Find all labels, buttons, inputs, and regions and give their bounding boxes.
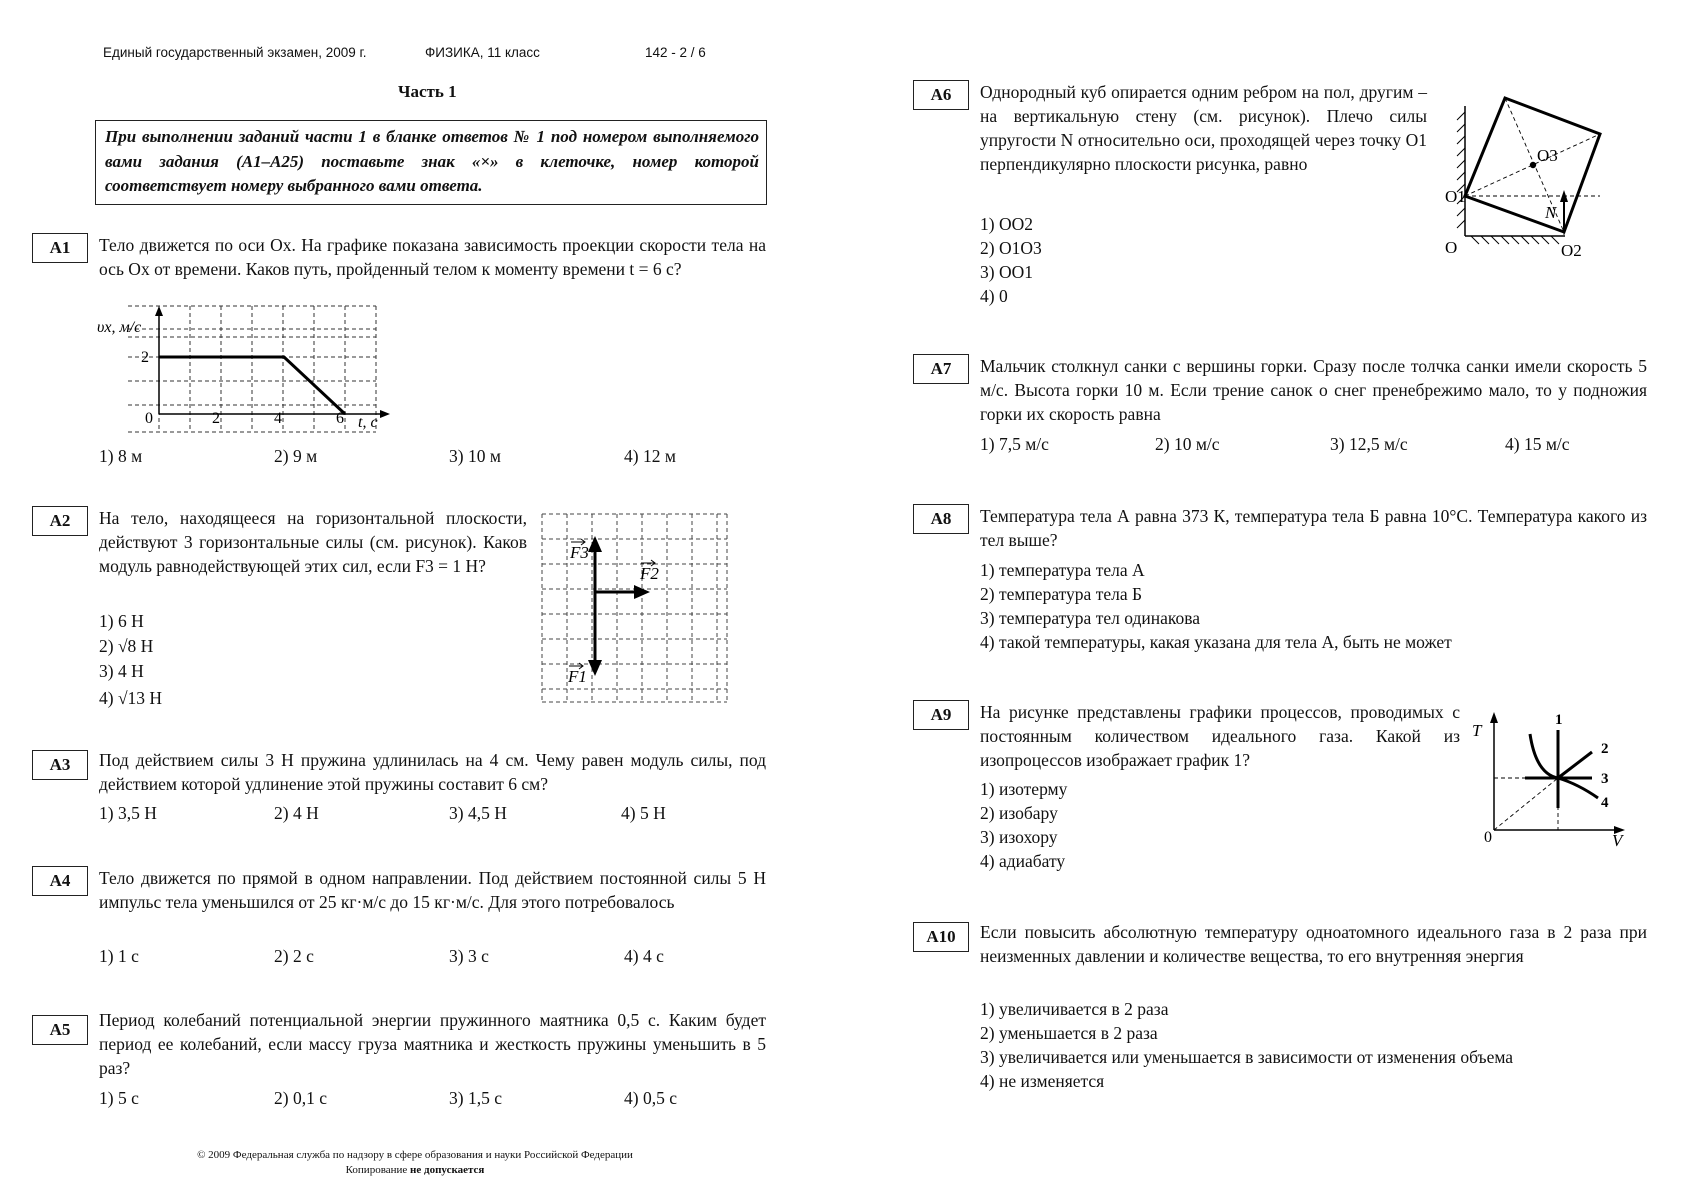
t-axis-arrow [1490, 712, 1498, 723]
tick-x-2: 2 [212, 410, 220, 427]
v-axis-label: V [1612, 831, 1623, 848]
part-title: Часть 1 [398, 82, 457, 101]
a7-option-3: 3) 12,5 м/с [1330, 434, 1408, 454]
task-text-a2: На тело, находящееся на горизонтальной плоскости, действуют 3 горизонтальные силы (см. рисунок). Каков модуль равнодействующей этих сил, если F3 = 1 Н? [99, 508, 527, 576]
a7-option-4: 4) 15 м/с [1505, 434, 1570, 454]
a4-option-4: 4) 4 с [624, 946, 664, 966]
a5-option-1: 1) 5 с [99, 1088, 139, 1108]
a3-option-1: 1) 3,5 Н [99, 803, 157, 823]
tick-y-2: 2 [141, 349, 149, 366]
task-label-a1: А1 [32, 233, 88, 263]
footer-copy-note [120, 1163, 710, 1178]
task-label-a6: А6 [913, 80, 969, 110]
x-axis-arrow [380, 410, 390, 418]
task-label-a10: А10 [913, 922, 969, 952]
forces-figure [540, 512, 732, 704]
f2-label: F2 [640, 564, 659, 583]
force-f1-head [588, 660, 602, 676]
x-axis-label: t, с [358, 414, 378, 431]
a8-option-3: 3) температура тел одинакова [980, 608, 1201, 628]
header-subject: ФИЗИКА, 11 класс [425, 45, 540, 60]
task-label-a9: А9 [913, 700, 969, 730]
a8-option-4: 4) такой температуры, какая указана для тела А, быть не может [980, 632, 1452, 652]
a9-option-1: 1) изотерму [980, 779, 1068, 799]
curve-4 [1530, 734, 1598, 798]
label-n: N [1545, 203, 1557, 222]
a8-option-1: 1) температура тела А [980, 560, 1145, 580]
a1-option-1: 1) 8 м [99, 446, 143, 466]
t-axis-label: T [1472, 721, 1482, 740]
f1-label: F1 [568, 667, 587, 686]
task-text-a9: На рисунке представлены графики процессов, проводимых с постоянным количеством идеального газа. Какой из изопроцессов изображает график 1? [980, 702, 1460, 770]
label-o: O [1445, 238, 1458, 257]
y-axis-arrow [155, 306, 163, 316]
task-label-a5: А5 [32, 1015, 88, 1045]
a8-option-2: 2) температура тела Б [980, 584, 1143, 604]
a5-option-3: 3) 1,5 с [449, 1088, 502, 1108]
a10-option-4: 4) не изменяется [980, 1071, 1105, 1091]
footer [120, 1148, 710, 1178]
tick-x-6: 6 [336, 410, 344, 427]
a4-option-3: 3) 3 с [449, 946, 489, 966]
curve-label-3: 3 [1601, 771, 1609, 787]
task-label-a2: А2 [32, 506, 88, 536]
curve-label-2: 2 [1601, 741, 1609, 757]
task-text-a5: Период колебаний потенциальной энергии пружинного маятника 0,5 с. Каким будет период ее колебаний, если массу груза маятника и жесткость пружины уменьшить в 5 раз? [99, 1010, 766, 1078]
a4-option-2: 2) 2 с [274, 946, 314, 966]
task-text-a10: Если повысить абсолютную температуру одноатомного идеального газа в 2 раза при неизменных давлении и количестве вещества, то его внутренняя энергия [980, 922, 1647, 966]
a10-option-3: 3) увеличивается или уменьшается в зависимости от изменения объема [980, 1047, 1514, 1067]
task-text-a8: Температура тела А равна 373 К, температура тела Б равна 10°С. Температура какого из тел выше? [980, 506, 1647, 550]
a7-option-1: 1) 7,5 м/с [980, 434, 1049, 454]
point-o3 [1530, 162, 1536, 168]
a6-option-1: 1) OO2 [980, 214, 1033, 234]
instructions-box: При выполнении заданий части 1 в бланке ответов № 1 под номером выполняемого вами задания (А1–А25) поставьте знак «×» в клеточке, номер которой соответствует номеру выбранного вами ответа. [95, 120, 767, 205]
a3-option-3: 3) 4,5 Н [449, 803, 507, 823]
header-page: 142 - 2 / 6 [645, 45, 706, 60]
tick-origin: 0 [145, 410, 153, 427]
task-text-a3: Под действием силы 3 Н пружина удлинилась на 4 см. Чему равен модуль силы, под действием которой удлинение этой пружины составит 6 см? [99, 750, 766, 794]
label-o2: O2 [1561, 241, 1582, 260]
footer-copy-prefix: Копирование [345, 1164, 411, 1176]
label-o3: O3 [1537, 146, 1558, 165]
label-o1: O1 [1445, 187, 1466, 206]
a9-option-2: 2) изобару [980, 803, 1058, 823]
a6-option-4: 4) 0 [980, 286, 1008, 306]
cube-figure [1435, 88, 1610, 263]
task-label-a3: А3 [32, 750, 88, 780]
a10-option-2: 2) уменьшается в 2 раза [980, 1023, 1158, 1043]
a3-option-2: 2) 4 Н [274, 803, 319, 823]
a2-option-4: 4) √13 Н [99, 688, 163, 708]
a7-option-2: 2) 10 м/с [1155, 434, 1220, 454]
a9-option-3: 3) изохору [980, 827, 1058, 847]
a2-option-3: 3) 4 Н [99, 661, 144, 681]
task-text-a7: Мальчик столкнул санки с вершины горки. Сразу после толчка санки имели скорость 5 м/с. Высота горки 10 м. Если трение санок о снег пренебрежимо мало, то у подножия горки их скорость равна [980, 356, 1647, 424]
header-exam: Единый государственный экзамен, 2009 г. [103, 45, 367, 60]
velocity-time-graph [95, 302, 395, 437]
a5-option-4: 4) 0,5 с [624, 1088, 677, 1108]
task-label-a8: А8 [913, 504, 969, 534]
task-label-a4: А4 [32, 866, 88, 896]
a4-option-1: 1) 1 с [99, 946, 139, 966]
a9-option-4: 4) адиабату [980, 851, 1066, 871]
a10-option-1: 1) увеличивается в 2 раза [980, 999, 1169, 1019]
y-axis-label: υx, м/с [97, 319, 142, 336]
a3-option-4: 4) 5 Н [621, 803, 666, 823]
force-f3-head [588, 536, 602, 552]
f3-label: F3 [570, 543, 589, 562]
curve-label-4: 4 [1601, 795, 1609, 811]
footer-copyright: © 2009 Федеральная служба по надзору в сфере образования и науки Российской Федерации [197, 1149, 633, 1161]
a6-option-3: 3) OO1 [980, 262, 1033, 282]
task-text-a6: Однородный куб опирается одним ребром на пол, другим – на вертикальную стену (см. рисунок). Плечо силы упругости N относительно оси, проходящей через точку O1 перпендикулярно плоскости рисунка, равно [980, 82, 1427, 174]
a2-option-1: 1) 6 Н [99, 611, 144, 631]
a2-option-2: 2) √8 Н [99, 636, 154, 656]
footer-copy-bold: не допускается [410, 1164, 485, 1176]
curve-2 [1558, 752, 1592, 778]
task-label-a7: А7 [913, 354, 969, 384]
origin-label: 0 [1484, 829, 1492, 846]
a1-option-4: 4) 12 м [624, 446, 676, 466]
a6-option-2: 2) O1O3 [980, 238, 1042, 258]
a1-option-3: 3) 10 м [449, 446, 501, 466]
isoprocess-graph [1470, 708, 1630, 848]
curve-label-1: 1 [1555, 712, 1563, 728]
a1-option-2: 2) 9 м [274, 446, 318, 466]
task-text-a4: Тело движется по прямой в одном направлении. Под действием постоянной силы 5 Н импульс тела уменьшился от 25 кг·м/с до 15 кг·м/с. Для этого потребовалось [99, 868, 766, 912]
tick-x-4: 4 [274, 410, 282, 427]
a5-option-2: 2) 0,1 с [274, 1088, 327, 1108]
task-text-a1: Тело движется по оси Ox. На графике показана зависимость проекции скорости тела на ось Ox от времени. Каков путь, пройденный телом к моменту времени t = 6 с? [99, 235, 766, 279]
